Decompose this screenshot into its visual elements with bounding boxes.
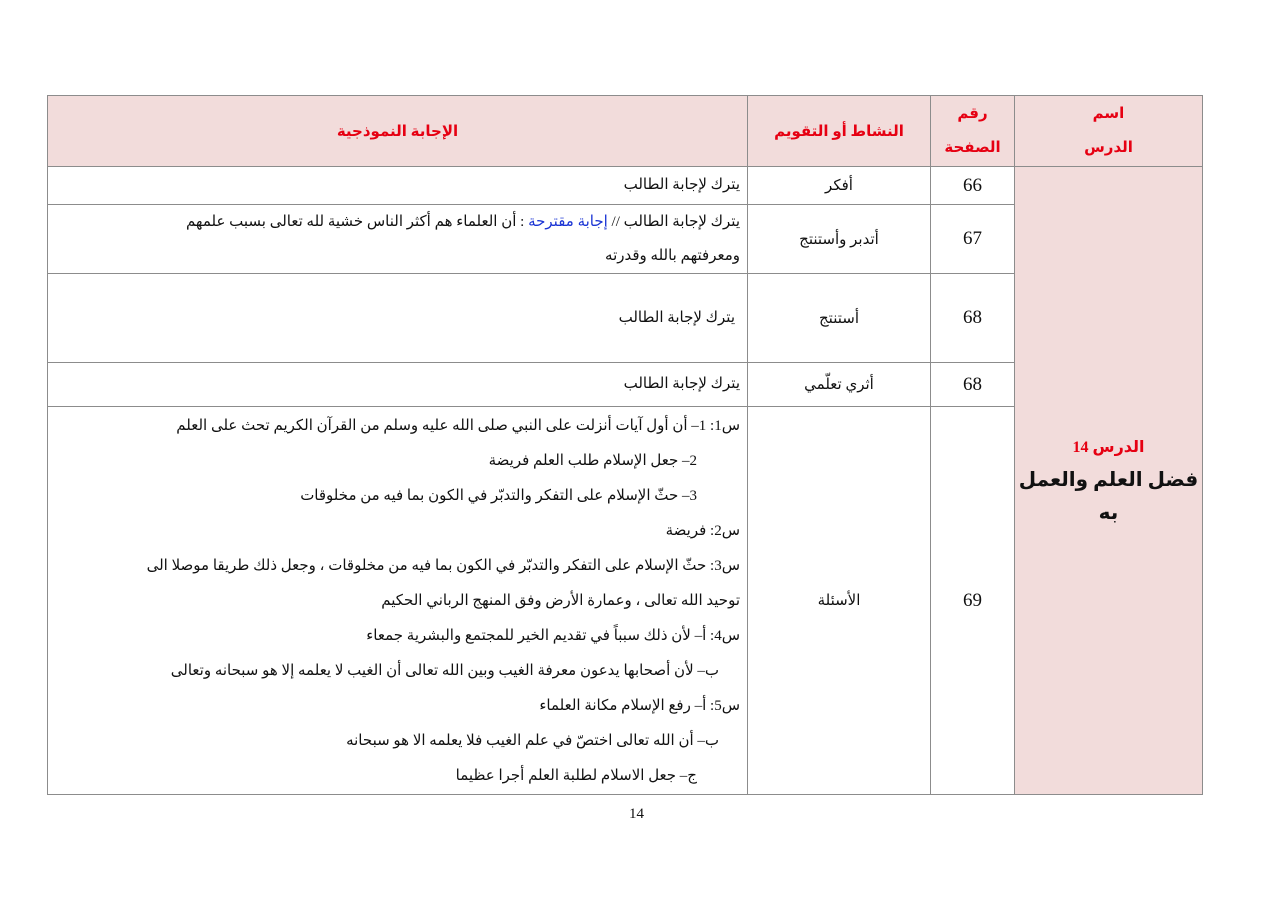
header-page-no-line: الصفحة [944, 140, 1001, 156]
page-no-cell: 68 [931, 363, 1015, 407]
activity-cell: أستنتج [748, 274, 931, 363]
answer-cell [48, 167, 748, 205]
answer-cell [48, 205, 748, 274]
answer-line: يترك لإجابة الطالب [618, 309, 735, 326]
answer-line: س4: أ– لأن ذلك سبباً في تقديم الخير للمجتمع والبشرية جمعاء [366, 628, 740, 644]
answer-line: س5: أ– رفع الإسلام مكانة العلماء [539, 698, 740, 714]
answer-text: : أن العلماء هم أكثر الناس خشية لله تعالى بسبب علمهم [185, 214, 529, 230]
answer-line: 2– جعل الإسلام طلب العلم فريضة [488, 453, 697, 469]
answer-line: يترك لإجابة الطالب [623, 177, 740, 193]
header-row [48, 96, 1203, 167]
answers-table [47, 95, 1203, 795]
answer-text: يترك لإجابة الطالب // [607, 214, 740, 230]
suggested-answer-highlight: إجابة مقترحة [528, 214, 608, 230]
answer-cell [48, 363, 748, 407]
answer-cell [48, 274, 748, 363]
page-number: 14 [629, 806, 644, 822]
page-no-cell: 66 [931, 167, 1015, 205]
answer-line: 3– حثّ الإسلام على التفكر والتدبّر في الكون بما فيه من مخلوقات [300, 488, 697, 504]
answer-line [48, 205, 740, 239]
answer-line: ومعرفتهم بالله وقدرته [605, 248, 740, 264]
activity-cell: الأسئلة [748, 407, 931, 795]
header-model-answer: الإجابة النموذجية [48, 96, 748, 167]
answer-line: س2: فريضة [665, 523, 740, 539]
activity-cell: أفكر [748, 167, 931, 205]
answer-line: س1: 1– أن أول آيات أنزلت على النبي صلى الله عليه وسلم من القرآن الكريم تحث على العلم [176, 418, 740, 434]
header-lesson-name [1015, 96, 1203, 167]
header-page-no-line: رقم [957, 106, 988, 122]
activity-cell: أثري تعلّمي [748, 363, 931, 407]
page-no-cell: 67 [931, 205, 1015, 274]
answer-line: توحيد الله تعالى ، وعمارة الأرض وفق المنهج الرباني الحكيم [381, 593, 740, 609]
answer-line: يترك لإجابة الطالب [623, 376, 740, 392]
lesson-label: الدرس 14 [1072, 438, 1145, 456]
lesson-cell [1015, 167, 1203, 795]
page-no-cell: 69 [931, 407, 1015, 795]
answer-cell [48, 407, 748, 795]
table-header [48, 96, 1203, 167]
lesson-title: به [1098, 501, 1119, 524]
answer-line: ب– أن الله تعالى اختصّ في علم الغيب فلا يعلمه الا هو سبحانه [346, 733, 719, 749]
header-lesson-name-line: الدرس [1084, 140, 1133, 156]
lesson-title: فضل العلم والعمل [1018, 468, 1199, 491]
header-activity: النشاط أو التقويم [748, 96, 931, 167]
header-page-no [931, 96, 1015, 167]
header-lesson-name-line: اسم [1092, 106, 1125, 122]
activity-cell: أتدبر وأستنتج [748, 205, 931, 274]
table-body [48, 167, 1203, 795]
answer-line: ب– لأن أصحابها يدعون معرفة الغيب وبين الله تعالى أن الغيب لا يعلمه إلا هو سبحانه وتعالى [170, 663, 719, 679]
page-no-cell: 68 [931, 274, 1015, 363]
answer-line: ج– جعل الاسلام لطلبة العلم أجرا عظيما [455, 768, 697, 784]
table-row [48, 167, 1203, 205]
answer-line: س3: حثّ الإسلام على التفكر والتدبّر في الكون بما فيه من مخلوقات ، وجعل ذلك طريقا موصلا الى [146, 558, 740, 574]
